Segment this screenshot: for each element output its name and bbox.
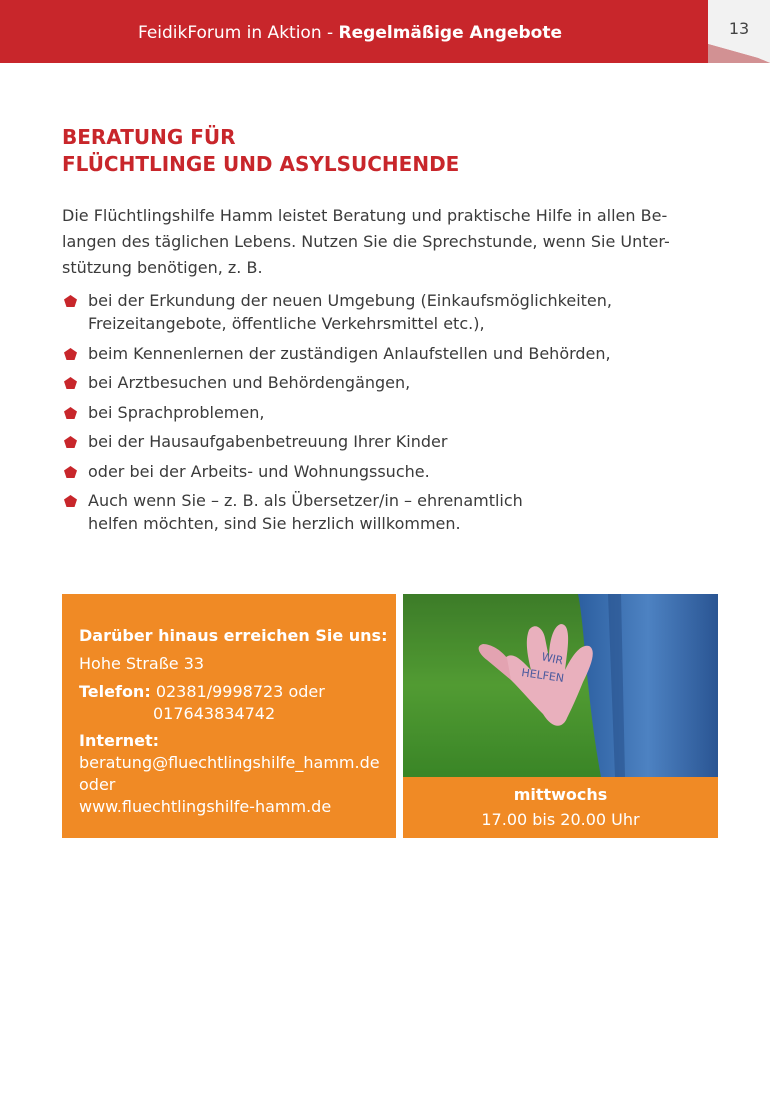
heading-line-2: FLÜCHTLINGE UND ASYLSUCHENDE	[62, 152, 460, 176]
list-item-text: bei Sprachproblemen,	[88, 402, 265, 422]
list-item	[62, 289, 702, 335]
helping-hand-photo	[403, 594, 718, 777]
hand-text-line-2: HELFEN	[520, 666, 565, 685]
list-item	[62, 430, 702, 453]
pentagon-bullet-icon	[64, 377, 77, 389]
contact-address: Hohe Straße 33	[79, 654, 205, 673]
help-list	[62, 289, 702, 542]
hand-text-line-1: WIR	[540, 650, 565, 668]
pentagon-bullet-icon	[64, 295, 77, 307]
header-title-prefix: FeidikForum in Aktion -	[137, 23, 339, 43]
phone-number-2: 017643834742	[153, 704, 276, 723]
section-heading	[62, 124, 459, 178]
office-hours-day: mittwochs	[513, 785, 608, 804]
heading-line-1: BERATUNG FÜR	[62, 125, 236, 149]
intro-line-3: stützung benötigen, z. B.	[62, 258, 263, 277]
office-hours-time: 17.00 bis 20.00 Uhr	[481, 810, 640, 829]
pentagon-bullet-icon	[64, 495, 77, 507]
contact-intro: Darüber hinaus erreichen Sie uns:	[79, 626, 388, 645]
list-item	[62, 401, 702, 424]
list-item	[62, 342, 702, 365]
list-item-text: bei der Hausaufgabenbetreuung Ihrer Kinder	[88, 432, 448, 451]
list-item-text: beim Kennenlernen der zuständigen Anlaufstellen und Behörden,	[88, 343, 611, 363]
list-item	[62, 371, 702, 394]
list-item	[62, 460, 702, 483]
contact-phone	[79, 681, 325, 703]
website-link[interactable]: www.fluechtlingshilfe-hamm.de	[79, 797, 332, 816]
contact-box	[62, 594, 396, 838]
intro-line-1: Die Flüchtlingshilfe Hamm leistet Beratung und praktische Hilfe in allen Be-	[62, 206, 668, 225]
office-hours-box	[403, 777, 718, 838]
pentagon-bullet-icon	[64, 348, 77, 360]
pentagon-bullet-icon	[64, 466, 77, 478]
pentagon-bullet-icon	[64, 407, 77, 419]
email-link[interactable]: beratung@fluechtlingshilfe_hamm.de	[79, 753, 380, 772]
header-title-bold: Regelmäßige Angebote	[338, 23, 563, 43]
list-item	[62, 489, 702, 535]
pentagon-bullet-icon	[64, 436, 77, 448]
list-item-text: oder bei der Arbeits- und Wohnungssuche.	[88, 461, 430, 481]
contact-or: oder	[79, 775, 116, 794]
list-item-text: helfen möchten, sind Sie herzlich willkommen.	[88, 514, 461, 533]
phone-label: Telefon:	[79, 682, 151, 701]
list-item-text: bei Arztbesuchen und Behördengängen,	[88, 373, 411, 392]
page-number: 13	[728, 19, 750, 38]
list-item-text: bei der Erkundung der neuen Umgebung (Einkaufsmöglichkeiten,	[88, 291, 612, 310]
list-item-text: Freizeitangebote, öffentliche Verkehrsmittel etc.),	[88, 314, 485, 333]
list-item-text: Auch wenn Sie – z. B. als Übersetzer/in – ehrenamtlich	[88, 491, 523, 510]
phone-number-1: 02381/9998723 oder	[155, 682, 325, 701]
header-title	[0, 23, 700, 43]
internet-label: Internet:	[79, 731, 160, 750]
header-bar	[0, 0, 770, 63]
intro-paragraph	[62, 203, 702, 281]
intro-line-2: langen des täglichen Lebens. Nutzen Sie die Sprechstunde, wenn Sie Unter-	[62, 232, 670, 251]
